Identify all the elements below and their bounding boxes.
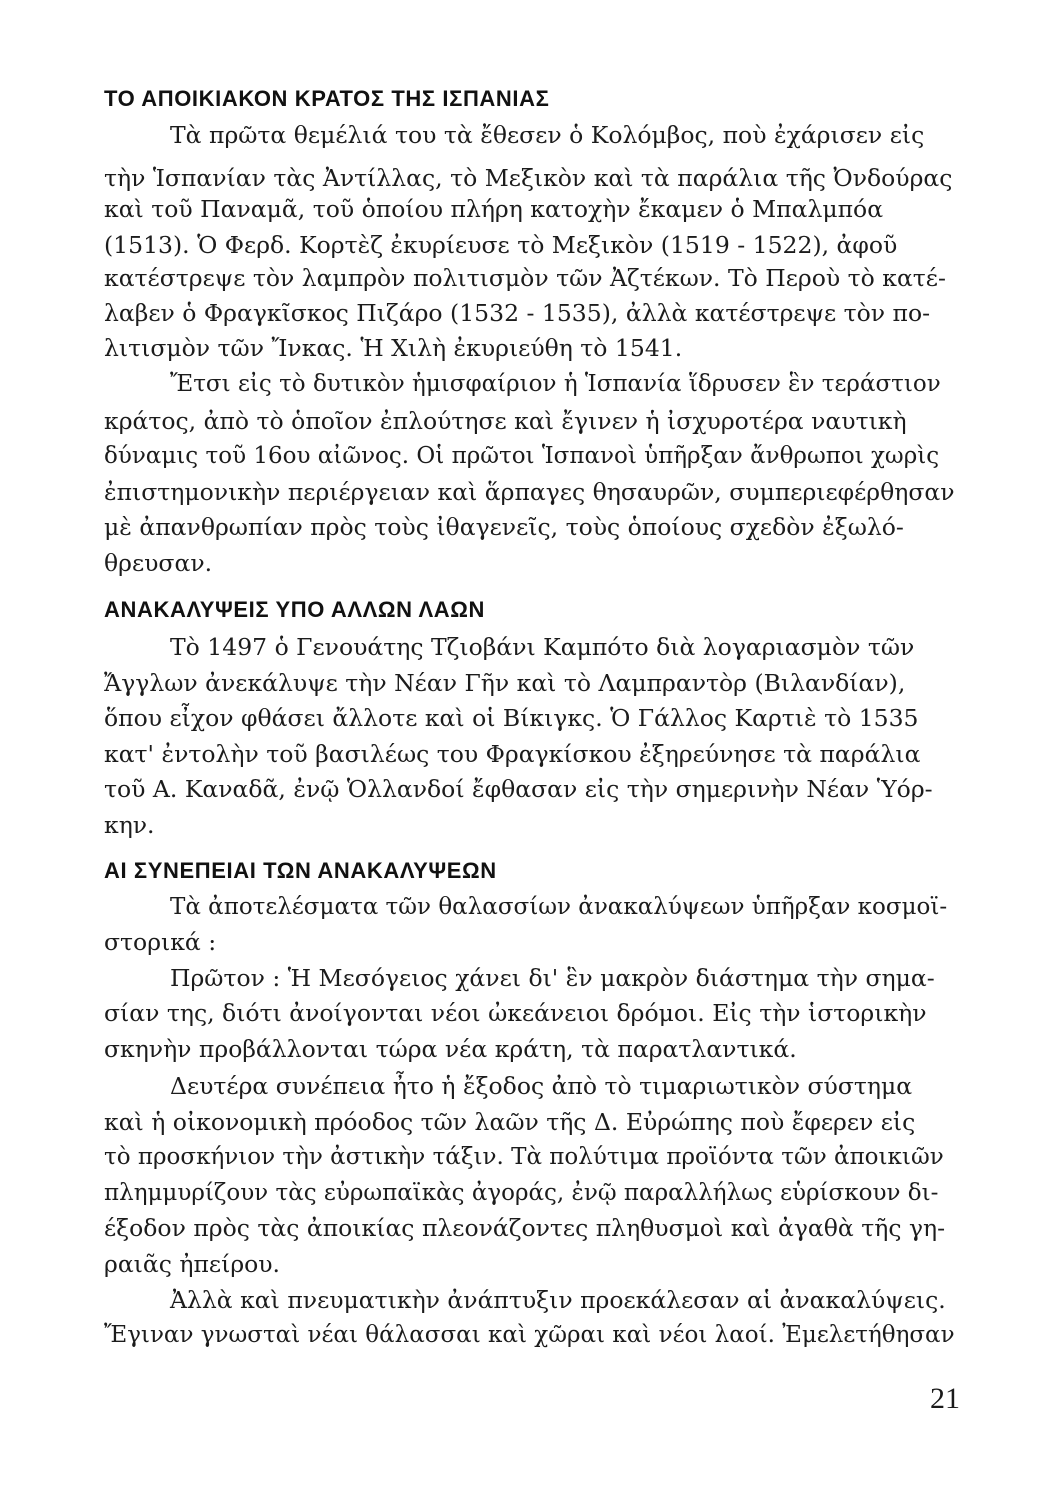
page-number: 21 bbox=[930, 1382, 960, 1415]
paragraph-line: ἐπιστημονικὴν περιέργειαν καὶ ἅρπαγες θησαυρῶν, συμπεριεφέρθησαν bbox=[104, 478, 955, 506]
paragraph-line: Ἔγιναν γνωσταὶ νέαι θάλασσαι καὶ χῶραι καὶ νέοι λαοί. Ἐμελετήθησαν bbox=[104, 1322, 955, 1348]
paragraph-line: έξοδον πρὸς τὰς ἀποικίας πλεονάζοντες πληθυσμοὶ καὶ ἀγαθὰ τῆς γη- bbox=[104, 1214, 946, 1242]
paragraph-line: Ἄγγλων ἀνεκάλυψε τὴν Νέαν Γῆν καὶ τὸ Λαμπραντὸρ (Βιλανδίαν), bbox=[104, 669, 906, 697]
paragraph-line: δύναμις τοῦ 16ου αἰῶνος. Οἱ πρῶτοι Ἱσπανοὶ ὑπῆρξαν ἄνθρωποι χωρὶς bbox=[104, 443, 940, 469]
paragraph-line: ραιᾶς ἠπείρου. bbox=[104, 1250, 281, 1278]
section-heading-consequences-of-discoveries: ΑΙ ΣΥΝΕΠΕΙΑΙ ΤΩΝ ΑΝΑΚΑΛΥΨΕΩΝ bbox=[104, 858, 497, 883]
paragraph-line: Τὰ ἀποτελέσματα τῶν θαλασσίων ἀνακαλύψεων ὑπῆρξαν κοσμοϊ- bbox=[170, 894, 948, 920]
paragraph-line: Ἀλλὰ καὶ πνευματικὴν ἀνάπτυξιν προεκάλεσαν αἱ ἀνακαλύψεις. bbox=[170, 1286, 946, 1314]
paragraph-line: μὲ ἀπανθρωπίαν πρὸς τοὺς ἰθαγενεῖς, τοὺς ὁποίους σχεδὸν ἐξωλό- bbox=[104, 513, 904, 541]
paragraph-line: σίαν της, διότι ἀνοίγονται νέοι ὠκεάνειοι δρόμοι. Εἰς τὴν ἱστορικὴν bbox=[104, 999, 927, 1027]
paragraph-line: (1513). Ὁ Φερδ. Κορτὲζ ἐκυρίευσε τὸ Μεξικὸν (1519 - 1522), ἀφοῦ bbox=[104, 231, 898, 259]
paragraph-line: κράτος, ἀπὸ τὸ ὁποῖον ἐπλούτησε καὶ ἔγινεν ἡ ἰσχυροτέρα ναυτικὴ bbox=[104, 407, 907, 435]
paragraph-line: Ἔτσι εἰς τὸ δυτικὸν ἡμισφαίριον ἡ Ἱσπανία ἵδρυσεν ἓν τεράστιον bbox=[170, 371, 941, 397]
paragraph-line: ὅπου εἶχον φθάσει ἄλλοτε καὶ οἱ Βίκιγκς. Ὁ Γάλλος Καρτιὲ τὸ 1535 bbox=[104, 704, 919, 732]
paragraph-line: κην. bbox=[104, 811, 155, 839]
paragraph-line: πλημμυρίζουν τὰς εὐρωπαϊκὰς ἀγοράς, ἐνῷ παραλλήλως εὑρίσκουν δι- bbox=[104, 1180, 939, 1206]
paragraph-line: κατέστρεψε τὸν λαμπρὸν πολιτισμὸν τῶν Ἀζτέκων. Τὸ Περοὺ τὸ κατέ- bbox=[104, 264, 946, 292]
section-heading-spanish-colonial-state: ΤΟ ΑΠΟΙΚΙΑΚΟΝ ΚΡΑΤΟΣ ΤΗΣ ΙΣΠΑΝΙΑΣ bbox=[104, 86, 550, 111]
paragraph-line: τὸ προσκήνιον τὴν ἀστικὴν τάξιν. Τὰ πολύτιμα προϊόντα τῶν ἀποικιῶν bbox=[104, 1144, 944, 1170]
paragraph-line: λιτισμὸν τῶν Ἴνκας. Ἡ Χιλὴ ἐκυριεύθη τὸ 1541. bbox=[104, 334, 683, 362]
paragraph-line: Δευτέρα συνέπεια ἦτο ἡ ἔξοδος ἀπὸ τὸ τιμαριωτικὸν σύστημα bbox=[170, 1072, 913, 1100]
paragraph-line: λαβεν ὁ Φραγκῖσκος Πιζάρο (1532 - 1535), ἀλλὰ κατέστρεψε τὸν πο- bbox=[104, 299, 931, 327]
paragraph-line: κατ' ἐντολὴν τοῦ βασιλέως του Φραγκίσκου ἐξηρεύνησε τὰ παράλια bbox=[104, 740, 921, 768]
paragraph-line: θρευσαν. bbox=[104, 549, 213, 577]
paragraph-line: Πρῶτον : Ἡ Μεσόγειος χάνει δι' ἓν μακρὸν διάστημα τὴν σημα- bbox=[170, 964, 935, 992]
paragraph-line: Τὰ πρῶτα θεμέλιά του τὰ ἔθεσεν ὁ Κολόμβος, ποὺ ἐχάρισεν εἰς bbox=[170, 121, 925, 149]
paragraph-line: καὶ τοῦ Παναμᾶ, τοῦ ὁποίου πλήρη κατοχὴν ἔκαμεν ὁ Μπαλμπόα bbox=[104, 195, 884, 223]
paragraph-line: στορικά : bbox=[104, 928, 217, 956]
paragraph-line: καὶ ἡ οἰκονομικὴ πρόοδος τῶν λαῶν τῆς Δ. Εὐρώπης ποὺ ἔφερεν εἰς bbox=[104, 1108, 916, 1136]
paragraph-line: σκηνὴν προβάλλονται τώρα νέα κράτη, τὰ παρατλαντικά. bbox=[104, 1035, 797, 1063]
paragraph-line: Τὸ 1497 ὁ Γενουάτης Τζιοβάνι Καμπότο διὰ λογαριασμὸν τῶν bbox=[170, 633, 915, 661]
section-heading-discoveries-by-other-peoples: ΑΝΑΚΑΛΥΨΕΙΣ ΥΠΟ ΑΛΛΩΝ ΛΑΩΝ bbox=[104, 597, 486, 622]
paragraph-line: τοῦ Α. Καναδᾶ, ἐνῷ Ὁλλανδοί ἔφθασαν εἰς τὴν σημερινὴν Νέαν Ὑόρ- bbox=[104, 775, 933, 803]
paragraph-line: τὴν Ἱσπανίαν τὰς Ἀντίλλας, τὸ Μεξικὸν καὶ τὰ παράλια τῆς Ὀνδούρας bbox=[104, 164, 953, 192]
